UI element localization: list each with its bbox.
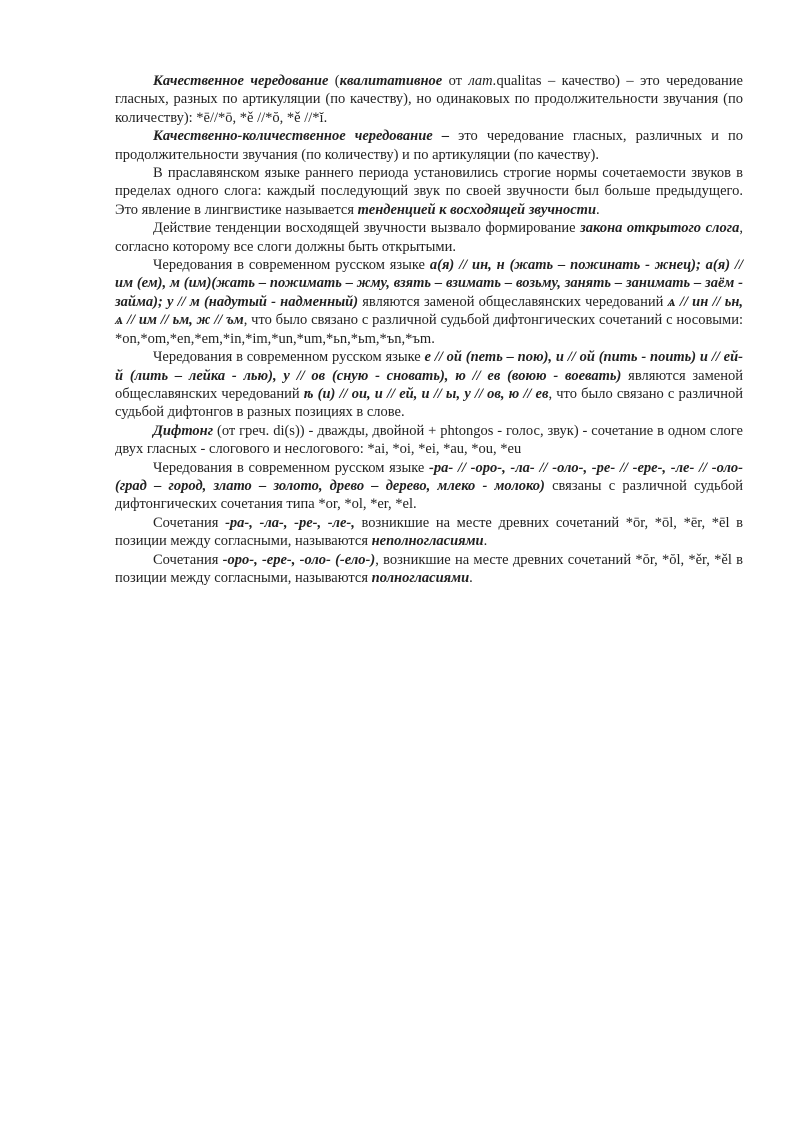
emphasized-text: -оро-, -ере-, -оло- (-ело-) [222, 551, 376, 568]
text-run: Чередования в современном русском языке [153, 459, 430, 476]
emphasized-text: лат. [468, 73, 497, 89]
emphasized-text: полногласиями [371, 569, 470, 586]
paragraph-nasal-alternations [115, 256, 743, 348]
emphasized-text: ѧ // ин // ьн, ѧ // им // ьм, ж // ъм [115, 293, 744, 329]
emphasized-text: Дифтонг [153, 422, 214, 439]
emphasized-text: -ра- // -оро-, -ла- // -оло-, -ре- // -ере-, -ле- // -оло- (град – город, злато – золото, древо – дерево, млеко - молоко) [115, 459, 743, 494]
text-run: , возникшие на месте древних сочетаний *ŏr, *ŏl, *ěr, *ěl в позиции между согласными, называются [115, 551, 743, 586]
paragraph-open-syllable-law [115, 219, 743, 256]
paragraph-liquid-diphthong-alternations [115, 459, 743, 514]
text-run: . [596, 201, 600, 218]
text-run: возникшие на месте древних сочетаний *ōr, *ōl, *ēr, *ēl в позиции между согласными, называются [115, 514, 743, 550]
paragraph-qualitative-alternation [115, 72, 743, 127]
emphasized-text: ѣ (и) // ои, и // ей, и // ьı, у // ов, ю // ев [303, 385, 549, 402]
text-run: , что было связано с различной судьбой дифтонгов в разных позициях в слове. [115, 385, 743, 421]
emphasized-text: квалитативное [339, 73, 443, 89]
text-run: . [469, 569, 473, 586]
text-run: это чередование гласных, различных и по продолжительности звучания (по количеству) и по артикуляции (по качеству). [115, 128, 743, 163]
text-run: Действие тенденции восходящей звучности вызвало формирование [153, 220, 581, 237]
emphasized-text: тенденцией к восходящей звучности [357, 201, 597, 218]
text-run: qualitas – качество) – это чередование гласных, разных по артикуляции (по качеству), но одинаковых по продолжительности звучания (по количеству): *ē//*ō, *ě //*ŏ, *ě //*ĭ. [115, 73, 743, 126]
emphasized-text: неполногласиями [371, 533, 484, 550]
text-run: (от греч. di(s)) - дважды, двойной + phtongos - голос, звук) - сочетание в одном слоге двух гласных - слогового и неслогового: *ai, *oi, *ei, *au, *ou, *eu [115, 422, 743, 458]
document-body [115, 72, 743, 587]
paragraph-diphthong-definition [115, 422, 743, 459]
text-run: от [442, 73, 469, 89]
paragraph-rising-sonority [115, 164, 743, 219]
text-run: Сочетания [153, 514, 226, 531]
text-run: , что было связано с различной судьбой дифтонгических сочетаний с носовыми: *on,*om,*en,*em,*in,*im,*un,*um,*ьn,*ьm,*ъn,*ъm. [115, 312, 743, 347]
paragraph-diphthong-alternations [115, 348, 743, 422]
text-run: Сочетания [153, 551, 223, 568]
text-run: Чередования в современном русском языке [153, 349, 425, 366]
emphasized-text: а(я) // ин, н (жать – пожинать - жнец); а(я) // им (ем), м (им)(жать – пожимать – жму, взять – взимать – возьму, занять – занимать – заём - займа); у // м (надутый - надменный) [115, 257, 743, 310]
paragraph-qualitative-quantitative-alternation [115, 127, 743, 164]
emphasized-text: Качественное чередование [153, 73, 329, 89]
emphasized-text: Качественно-количественное чередование – [153, 128, 450, 145]
emphasized-text: е // ой (петь – пою), и // ой (пить - поить) и // ей-й (лить – лейка - лью), у // ов (сную - сновать), ю // ев (воюю - воевать) [115, 349, 743, 384]
paragraph-nepolnoglasie [115, 514, 743, 551]
text-run: связаны с различной судьбой дифтонгических сочетания типа *or, *ol, *er, *el. [115, 477, 743, 513]
emphasized-text: закона открытого слога [580, 220, 740, 237]
text-run: В праславянском языке раннего периода установились строгие нормы сочетаемости звуков в пределах одного слога: каждый последующий звук по своей звучности был больше предыдущего. Это явление в лингвистике называется [115, 165, 743, 218]
text-run: являются заменой общеславянских чередований [358, 293, 668, 310]
paragraph-polnoglasie [115, 551, 743, 588]
text-run: ( [328, 73, 340, 89]
text-run: , согласно которому все слоги должны быть открытыми. [115, 220, 743, 255]
emphasized-text: -ра-, -ла-, -ре-, -ле-, [225, 514, 355, 531]
text-run: . [483, 533, 488, 550]
text-run: Чередования в современном русском языке [153, 257, 430, 274]
text-run: являются заменой общеславянских чередований [115, 367, 743, 402]
